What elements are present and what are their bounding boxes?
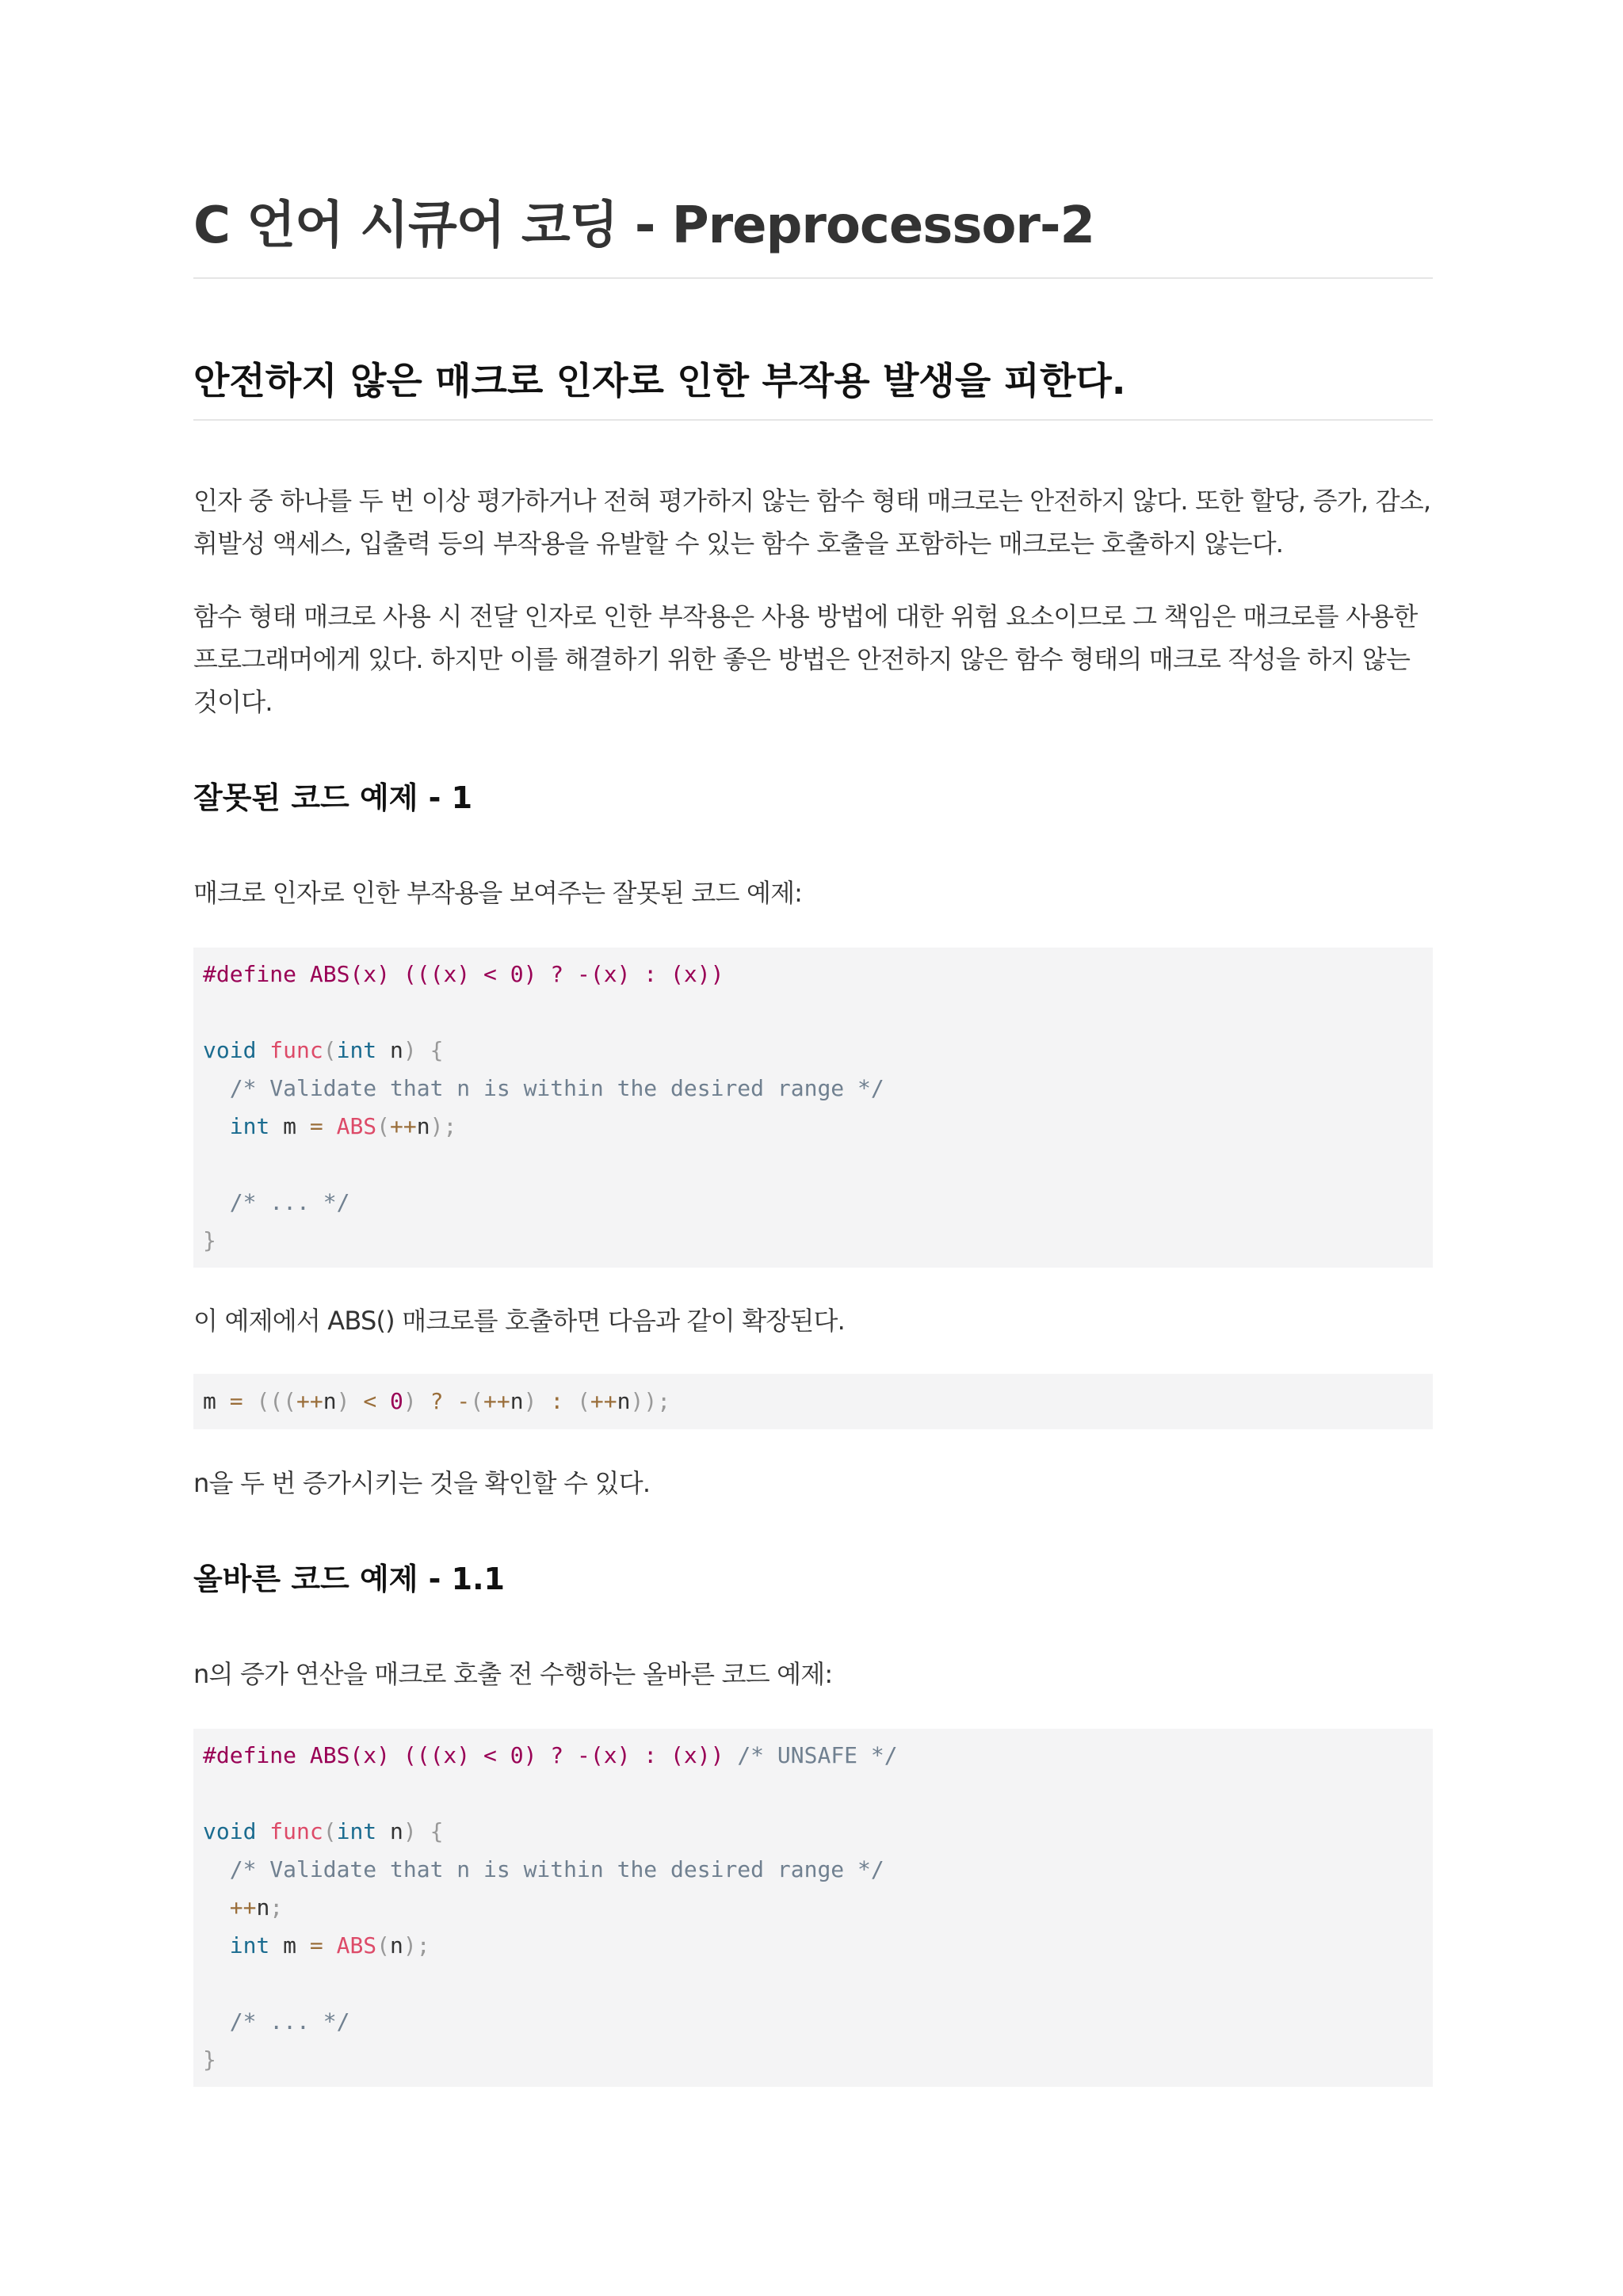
page-title: C 언어 시큐어 코딩 - Preprocessor-2 [193,196,1095,255]
bad-example-heading: 잘못된 코드 예제 - 1 [193,780,473,815]
code-line: /* Validate that n is within the desired range */ [203,1856,884,1882]
good-example-code-block [193,1729,1433,2087]
bad-example-conclusion: n을 두 번 증가시키는 것을 확인할 수 있다. [193,1468,651,1498]
bad-example-description: 매크로 인자로 인한 부작용을 보여주는 잘못된 코드 예제: [193,878,803,908]
code-line: } [203,1227,216,1253]
code-line: void func(int n) { [203,1037,444,1063]
intro-paragraph-2: 함수 형태 매크로 사용 시 전달 인자로 인한 부작용은 사용 방법에 대한 위험 요소이므로 그 책임은 매크로를 사용한 프로그래머에게 있다. 하지만 이를 해결하기 위한 좋은 방법은 안전하지 않은 함수 형태의 매크로 작성을 하지 않는 것이다. [193,601,1418,717]
code-line: void func(int n) { [203,1818,444,1844]
section-heading: 안전하지 않은 매크로 인자로 인한 부작용 발생을 피한다. [193,360,1126,403]
section-divider [193,419,1433,421]
code-line [203,955,1433,994]
code-line: int m = ABS(n); [229,1932,430,1958]
expansion-code-block [193,1374,1433,1429]
code-line: ++n; [229,1894,284,1920]
expansion-text: 이 예제에서 ABS() 매크로를 호출하면 다음과 같이 확장된다. [193,1306,846,1336]
code-line: /* ... */ [203,1189,350,1215]
code-line: int m = ABS(++n); [229,1113,457,1139]
code-line [203,1146,1433,1184]
code-token: #define [203,961,297,987]
code-line [203,1965,1433,2003]
code-line: m = (((++n) < 0) ? -(++n) : (++n)); [203,1388,671,1414]
good-example-heading: 올바른 코드 예제 - 1.1 [193,1562,505,1596]
code-token: ABS(x) (((x) < 0) ? -(x) : (x)) [296,961,724,987]
code-line: } [203,2046,216,2073]
code-line: #define ABS(x) (((x) < 0) ? -(x) : (x)) /* UNSAFE */ [203,1742,898,1768]
code-line: /* Validate that n is within the desired range */ [203,1075,884,1101]
intro-paragraph-1: 인자 중 하나를 두 번 이상 평가하거나 전혀 평가하지 않는 함수 형태 매크로는 안전하지 않다. 또한 할당, 증가, 감소, 휘발성 액세스, 입출력 등의 부작용을 유발할 수 있는 함수 호출을 포함하는 매크로는 호출하지 않는다. [193,486,1431,559]
title-divider [193,277,1433,279]
code-line [203,1775,1433,1813]
code-line: /* ... */ [203,2008,350,2035]
code-line [203,994,1433,1032]
bad-example-code-block [193,948,1433,1268]
good-example-description: n의 증가 연산을 매크로 호출 전 수행하는 올바른 코드 예제: [193,1659,833,1689]
